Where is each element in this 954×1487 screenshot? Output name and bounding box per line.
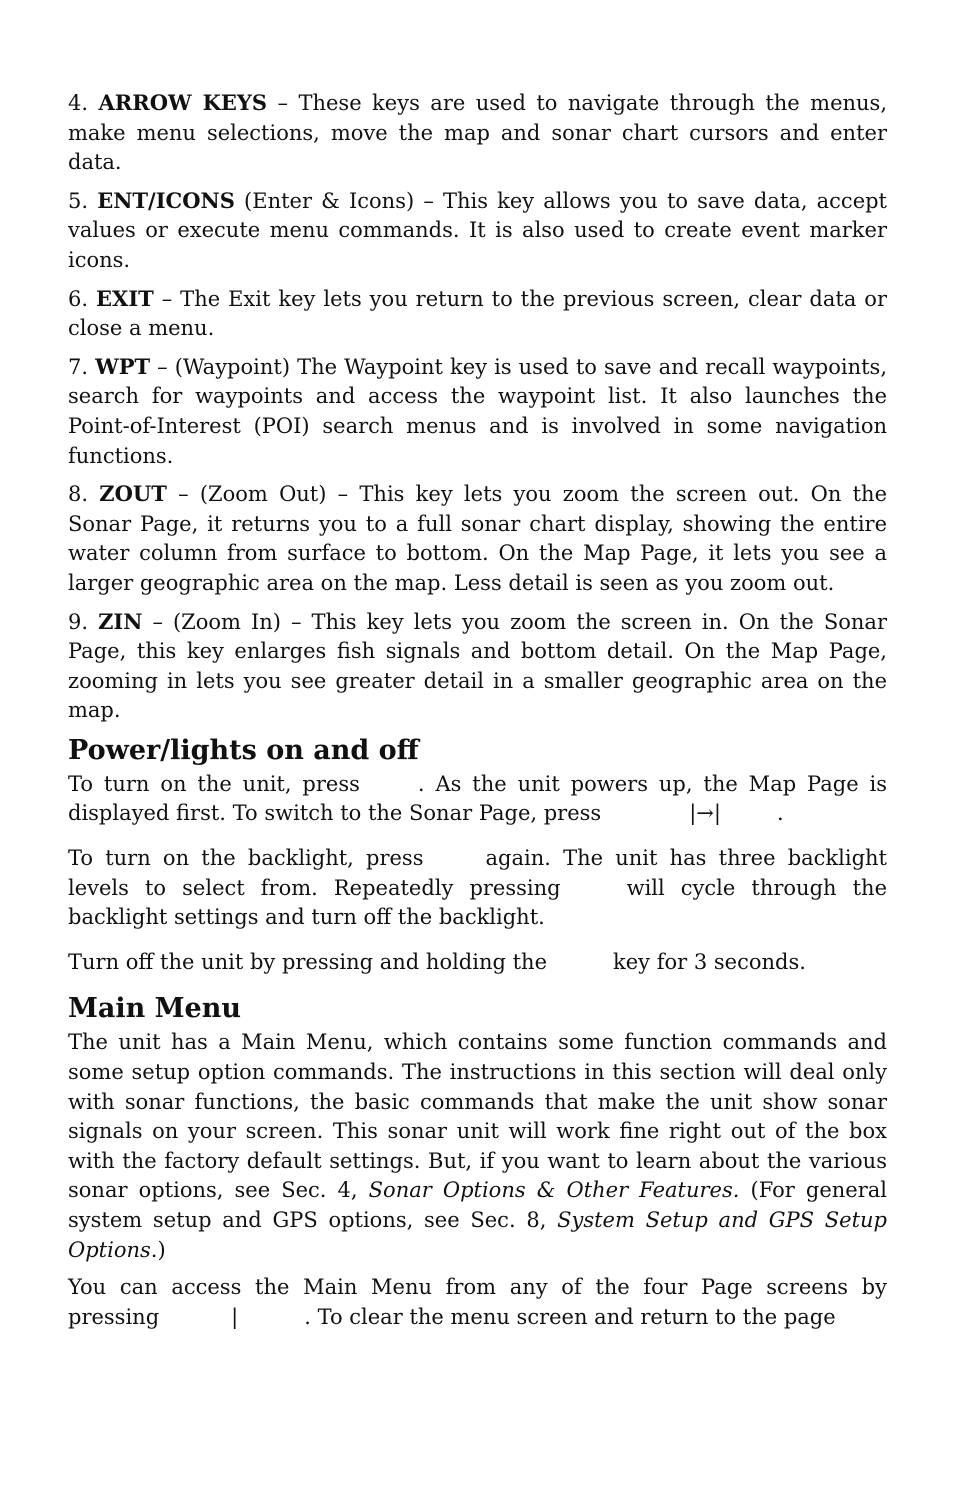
power-paragraph-2: To turn on the backlight, press again. The unit has three backlight levels to select from. Repeatedly pressing will cycle through the backlight settings and turn off the backlight. [68,846,887,930]
manual-page [68,88,887,1340]
list-item-exit: 6. EXIT – The Exit key lets you return to the previous screen, clear data or close a menu. [68,285,887,341]
list-item-wpt: 7. WPT – (Waypoint) The Waypoint key is used to save and recall waypoints, search for waypoints and access the waypoint list. It also launches the Point-of-Interest (POI) search menus and is involved in some navigation functions. [68,353,887,468]
list-item-ent-icons: 5. ENT/ICONS (Enter & Icons) – This key allows you to save data, accept values or execute menu commands. It is also used to create event marker icons. [68,187,888,272]
power-paragraph-1: To turn on the unit, press . As the unit powers up, the Map Page is displayed first. To switch to the Sonar Page, press |→| . [68,770,887,829]
section-heading-main-menu: Main Menu [68,993,241,1025]
key-separator-symbol: | [231,1304,239,1329]
key-name: ZOUT [99,481,167,507]
list-item-zin: 9. ZIN – (Zoom In) – This key lets you zoom the screen in. On the Sonar Page, this key enlarges fish signals and bottom detail. On the Map Page, zooming in lets you see greater detail in a smaller geographic area on the map. [68,608,887,723]
arrow-key-symbol: |→| [689,801,721,826]
key-name: EXIT [96,285,154,311]
key-name: ZIN [98,608,143,634]
key-name: ENT/ICONS [97,187,235,213]
section-heading-power: Power/lights on and off [68,734,419,766]
main-menu-paragraph-1: The unit has a Main Menu, which contains some function commands and some setup option commands. The instructions in this section will deal only with sonar functions, the basic commands that make the unit show sonar signals on your screen. This sonar unit will work fine right out of the box with the factory default settings. But, if you want to learn about the various sonar options, see Sec. 4, Sonar Options & Other Features. (For general system setup and GPS options, see Sec. 8, System Setup and GPS Setup Options.) [68,1030,887,1262]
main-menu-paragraph-2: You can access the Main Menu from any of the four Page screens by pressing | . To clear the menu screen and return to the page [68,1273,887,1332]
key-name: ARROW KEYS [98,90,268,115]
power-paragraph-3: Turn off the unit by pressing and holding the key for 3 seconds. [68,949,806,974]
list-item-zout: 8. ZOUT – (Zoom Out) – This key lets you zoom the screen out. On the Sonar Page, it returns you to a full sonar chart display, showing the entire water column from surface to bottom. On the Map Page, it lets you see a larger geographic area on the map. Less detail is seen as you zoom out. [68,481,887,595]
list-item-arrow-keys: 4. ARROW KEYS – These keys are used to navigate through the menus, make menu selections, move the map and sonar chart cursors and enter data. [68,90,887,175]
key-name: WPT [95,353,151,379]
